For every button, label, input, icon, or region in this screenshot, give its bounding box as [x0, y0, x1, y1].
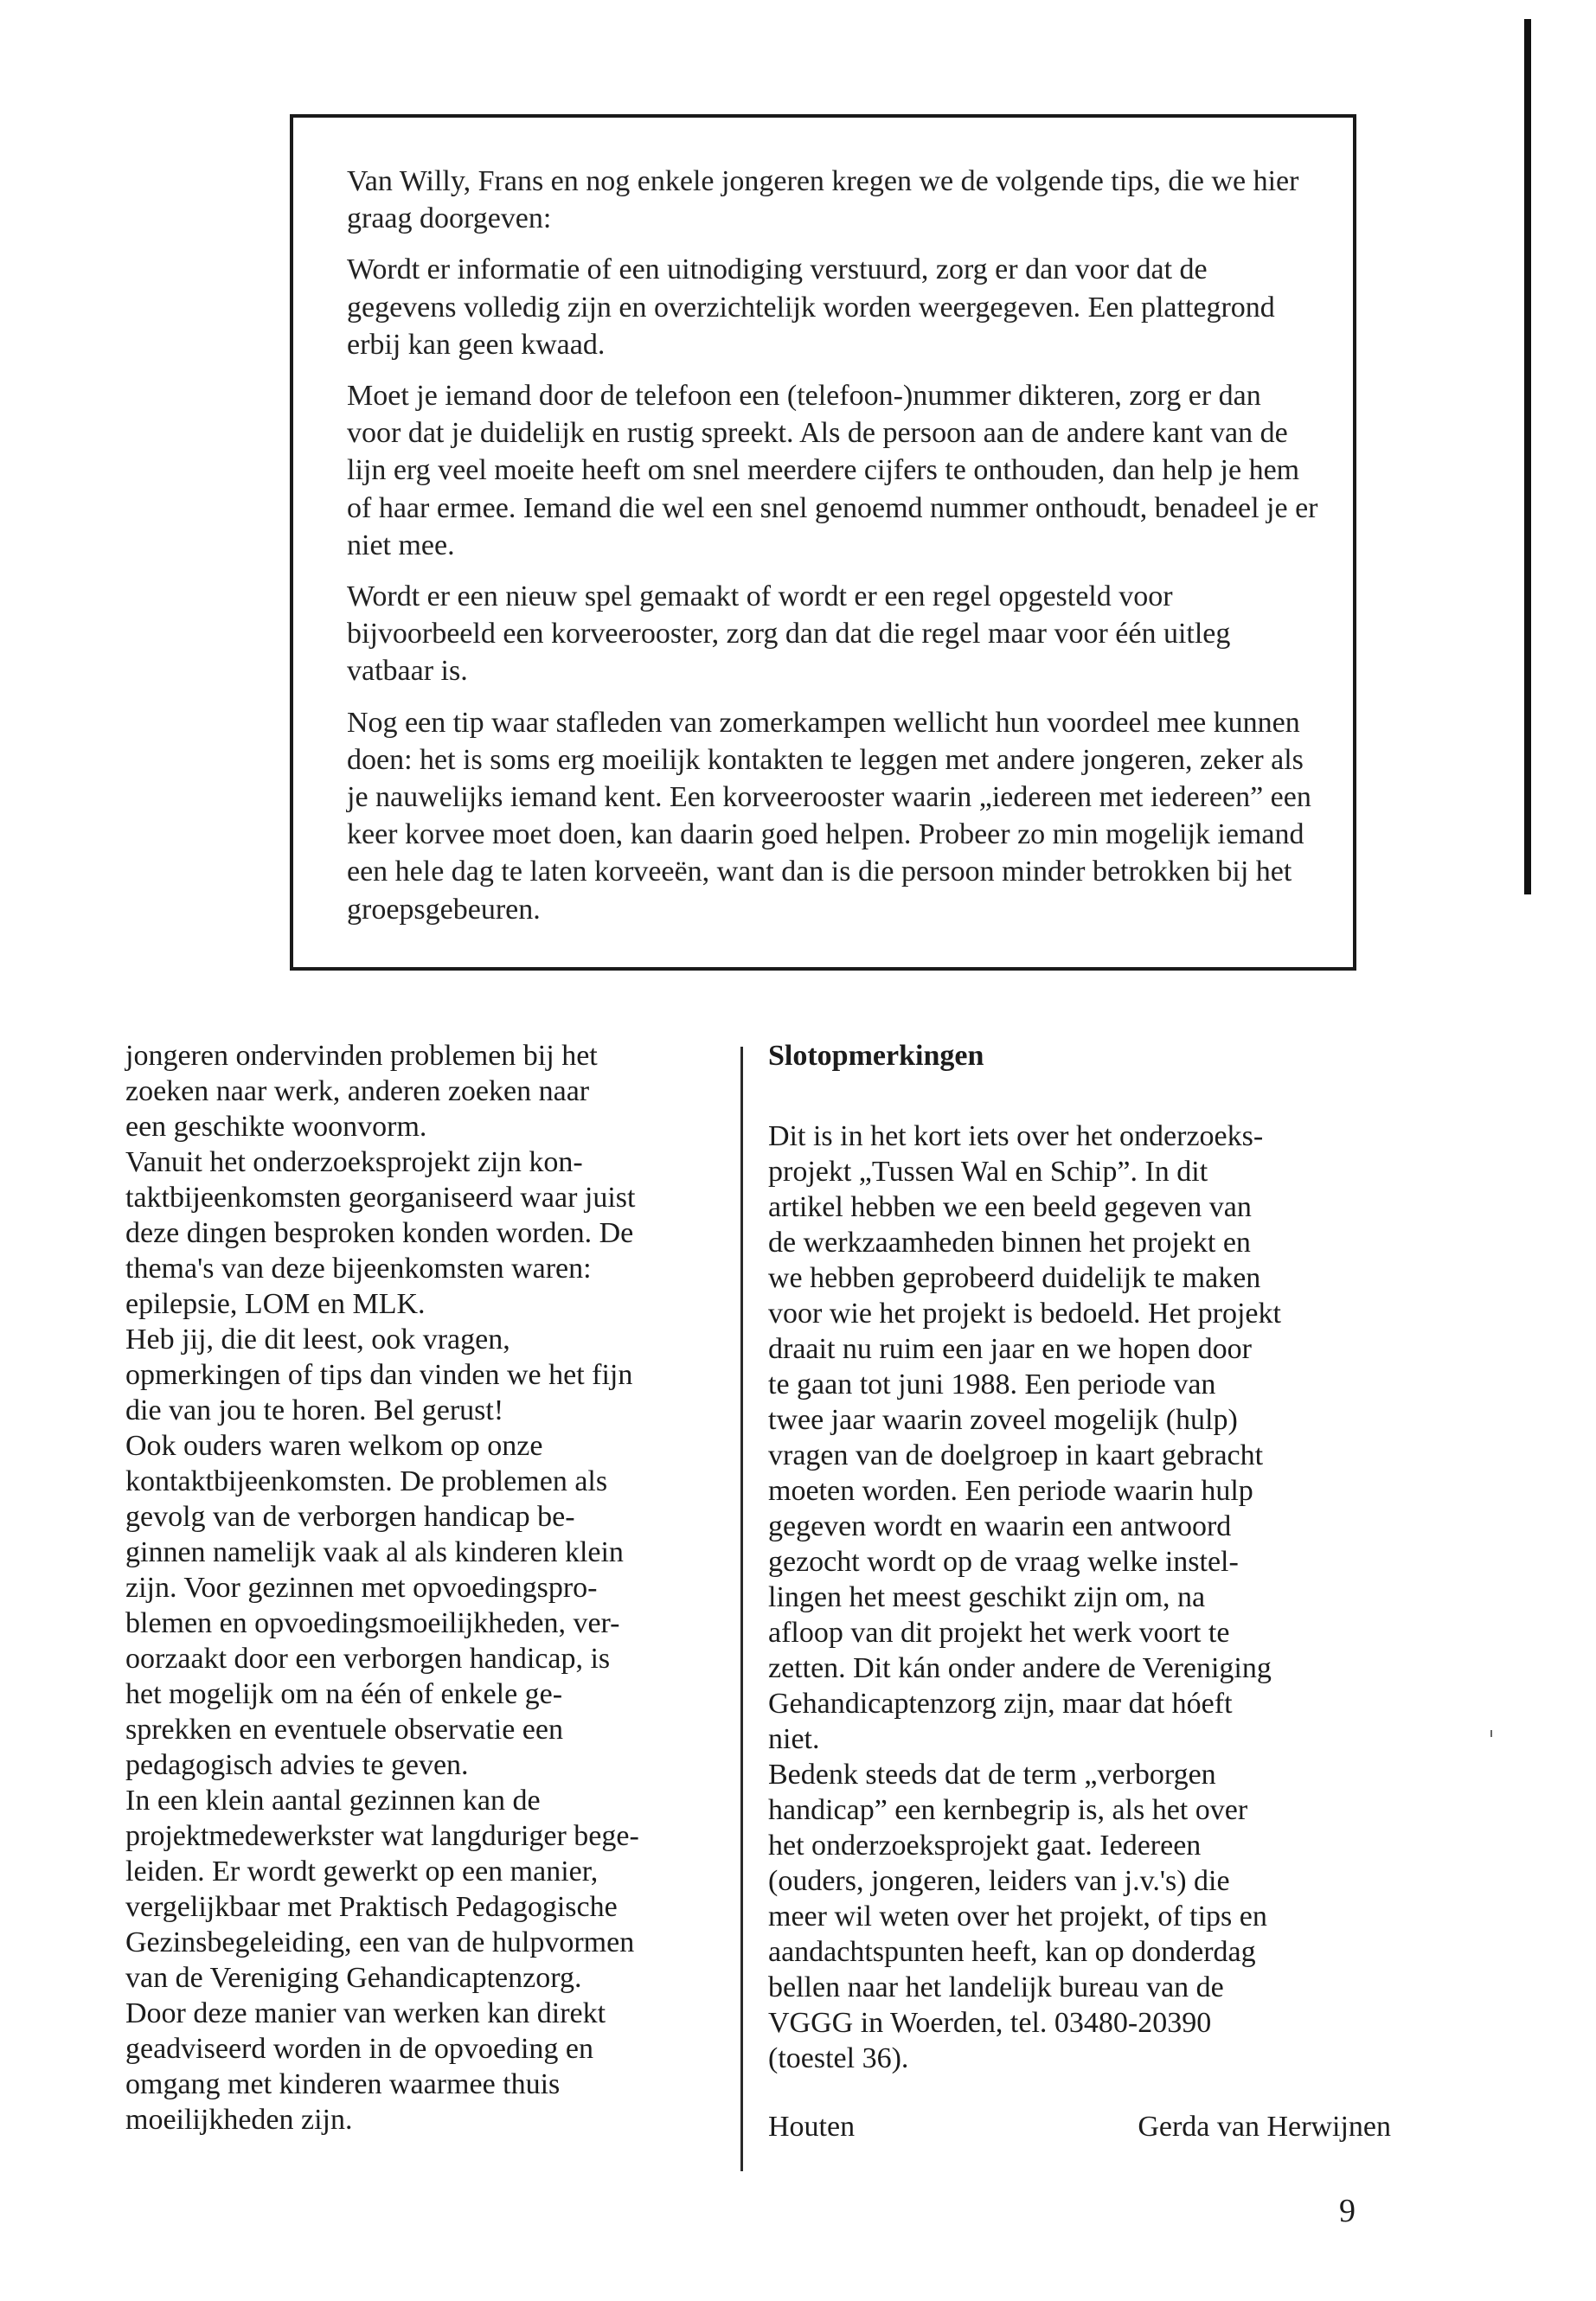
left-column-line: een geschikte woonvorm.: [125, 1111, 427, 1143]
right-column-line: bellen naar het landelijk bureau van de: [768, 1971, 1224, 2003]
left-column-line: zoeken naar werk, anderen zoeken naar: [125, 1075, 590, 1107]
left-column-line: ginnen namelijk vaak al als kinderen klein: [125, 1536, 624, 1568]
left-column-line: jongeren ondervinden problemen bij het: [125, 1040, 598, 1072]
tips-invitation-paragraph: Wordt er informatie of een uitnodiging verstuurd, zorg er dan voor dat de gegevens volledig zijn en overzichtelijk worden weergegeven. Een plattegrond erbij kan geen kwaad.: [347, 253, 1275, 361]
left-column-line: Vanuit het onderzoeksprojekt zijn kon-: [125, 1146, 583, 1178]
right-column-line: de werkzaamheden binnen het projekt en: [768, 1227, 1251, 1259]
page-number: 9: [1339, 2193, 1356, 2229]
right-column-line: voor wie het projekt is bedoeld. Het projekt: [768, 1298, 1281, 1330]
left-column-line: moeilijkheden zijn.: [125, 2104, 353, 2136]
right-column-line: twee jaar waarin zoveel mogelijk (hulp): [768, 1404, 1238, 1436]
left-column-line: die van jou te horen. Bel gerust!: [125, 1394, 504, 1426]
left-column-line: geadviseerd worden in de opvoeding en: [125, 2033, 593, 2065]
right-column-line: Bedenk steeds dat de term „verborgen: [768, 1759, 1216, 1791]
right-column-line: Gehandicaptenzorg zijn, maar dat hóeft: [768, 1688, 1233, 1720]
scan-speck: [1490, 1730, 1492, 1737]
left-column-line: omgang met kinderen waarmee thuis: [125, 2068, 561, 2100]
right-column-line: (ouders, jongeren, leiders van j.v.'s) die: [768, 1865, 1230, 1897]
right-column-line: aandachtspunten heeft, kan op donderdag: [768, 1936, 1256, 1968]
scan-edge-rule: [1524, 19, 1531, 894]
left-column: [125, 1038, 722, 2138]
right-column-line: we hebben geprobeerd duidelijk te maken: [768, 1262, 1261, 1294]
left-column-line: het mogelijk om na één of enkele ge-: [125, 1678, 563, 1710]
left-column-line: taktbijeenkomsten georganiseerd waar juist: [125, 1182, 636, 1214]
tips-box-content: [347, 163, 1320, 942]
left-column-line: vergelijkbaar met Praktisch Pedagogische: [125, 1891, 618, 1923]
left-column-line: epilepsie, LOM en MLK.: [125, 1288, 426, 1320]
tips-summer-camp-paragraph: Nog een tip waar stafleden van zomerkampen wellicht hun voordeel mee kunnen doen: het is soms erg moeilijk kontakten te leggen met andere jongeren, zeker als je nauwelijks iemand kent. Een korveerooster waarin „iedereen met iedereen” een keer korvee moet doen, kan daarin goed helpen. Probeer zo min mogelijk iemand een hele dag te laten korveeën, want dan is die persoon minder betrokken bij het groepsgebeuren.: [347, 706, 1311, 926]
right-column-line: projekt „Tussen Wal en Schip”. In dit: [768, 1156, 1208, 1188]
left-column-line: kontaktbijeenkomsten. De problemen als: [125, 1465, 608, 1497]
right-column-line: handicap” een kernbegrip is, als het over: [768, 1794, 1248, 1826]
right-column-line: niet.: [768, 1723, 820, 1755]
right-column-line: afloop van dit projekt het werk voort te: [768, 1617, 1230, 1649]
left-column-line: Door deze manier van werken kan direkt: [125, 1997, 606, 2029]
right-column: [768, 1038, 1391, 2144]
right-column-line: VGGG in Woerden, tel. 03480-20390: [768, 2007, 1212, 2039]
right-column-line: meer wil weten over het projekt, of tips en: [768, 1900, 1267, 1932]
left-column-line: blemen en opvoedingsmoeilijkheden, ver-: [125, 1607, 620, 1639]
right-column-line: zetten. Dit kán onder andere de Vereniging: [768, 1652, 1272, 1684]
left-column-line: Ook ouders waren welkom op onze: [125, 1430, 543, 1462]
signature-spacer: [768, 2076, 1391, 2109]
right-column-line: lingen het meest geschikt zijn om, na: [768, 1581, 1206, 1613]
right-column-line: vragen van de doelgroep in kaart gebracht: [768, 1439, 1264, 1471]
left-column-line: pedagogisch advies te geven.: [125, 1749, 469, 1781]
left-column-line: In een klein aantal gezinnen kan de: [125, 1785, 541, 1817]
column-divider: [740, 1047, 743, 2171]
right-column-line: gezocht wordt op de vraag welke instel-: [768, 1546, 1239, 1578]
left-column-line: van de Vereniging Gehandicaptenzorg.: [125, 1962, 582, 1994]
left-column-line: opmerkingen of tips dan vinden we het fijn: [125, 1359, 633, 1391]
left-column-line: Gezinsbegeleiding, een van de hulpvormen: [125, 1926, 635, 1958]
tips-intro-paragraph: Van Willy, Frans en nog enkele jongeren kregen we de volgende tips, die we hier graag doorgeven:: [347, 165, 1299, 235]
section-heading: Slotopmerkingen: [768, 1040, 984, 1072]
left-column-line: projektmedewerkster wat langduriger bege-: [125, 1820, 639, 1852]
right-column-line: artikel hebben we een beeld gegeven van: [768, 1191, 1252, 1223]
right-column-line: Dit is in het kort iets over het onderzoeks-: [768, 1120, 1264, 1152]
left-column-line: sprekken en eventuele observatie een: [125, 1714, 563, 1746]
signature: [768, 2109, 1391, 2144]
tips-box: [290, 114, 1356, 971]
right-column-line: het onderzoeksprojekt gaat. Iedereen: [768, 1830, 1202, 1862]
left-column-line: oorzaakt door een verborgen handicap, is: [125, 1643, 611, 1675]
left-column-line: thema's van deze bijeenkomsten waren:: [125, 1253, 592, 1285]
right-column-line: gegeven wordt en waarin een antwoord: [768, 1510, 1232, 1542]
right-column-line: (toestel 36).: [768, 2042, 909, 2074]
right-column-line: draait nu ruim een jaar en we hopen door: [768, 1333, 1252, 1365]
signature-place: Houten: [768, 2111, 856, 2143]
signature-name: Gerda van Herwijnen: [1138, 2111, 1391, 2143]
left-column-line: leiden. Er wordt gewerkt op een manier,: [125, 1856, 599, 1888]
left-column-line: gevolg van de verborgen handicap be-: [125, 1501, 575, 1533]
tips-game-rule-paragraph: Wordt er een nieuw spel gemaakt of wordt er een regel opgesteld voor bijvoorbeeld een korveerooster, zorg dan dat die regel maar voor één uitleg vatbaar is.: [347, 580, 1231, 688]
right-column-line: te gaan tot juni 1988. Een periode van: [768, 1368, 1216, 1400]
left-column-line: deze dingen besproken konden worden. De: [125, 1217, 634, 1249]
left-column-line: zijn. Voor gezinnen met opvoedingspro-: [125, 1572, 598, 1604]
tips-telephone-paragraph: Moet je iemand door de telefoon een (telefoon-)nummer dikteren, zorg er dan voor dat je duidelijk en rustig spreekt. Als de persoon aan de andere kant van de lijn erg veel moeite heeft om snel meerdere cijfers te onthouden, dan help je hem of haar ermee. Iemand die wel een snel genoemd nummer onthoudt, benadeel je er niet mee.: [347, 380, 1318, 561]
right-column-line: moeten worden. Een periode waarin hulp: [768, 1475, 1253, 1507]
left-column-line: Heb jij, die dit leest, ook vragen,: [125, 1324, 510, 1356]
